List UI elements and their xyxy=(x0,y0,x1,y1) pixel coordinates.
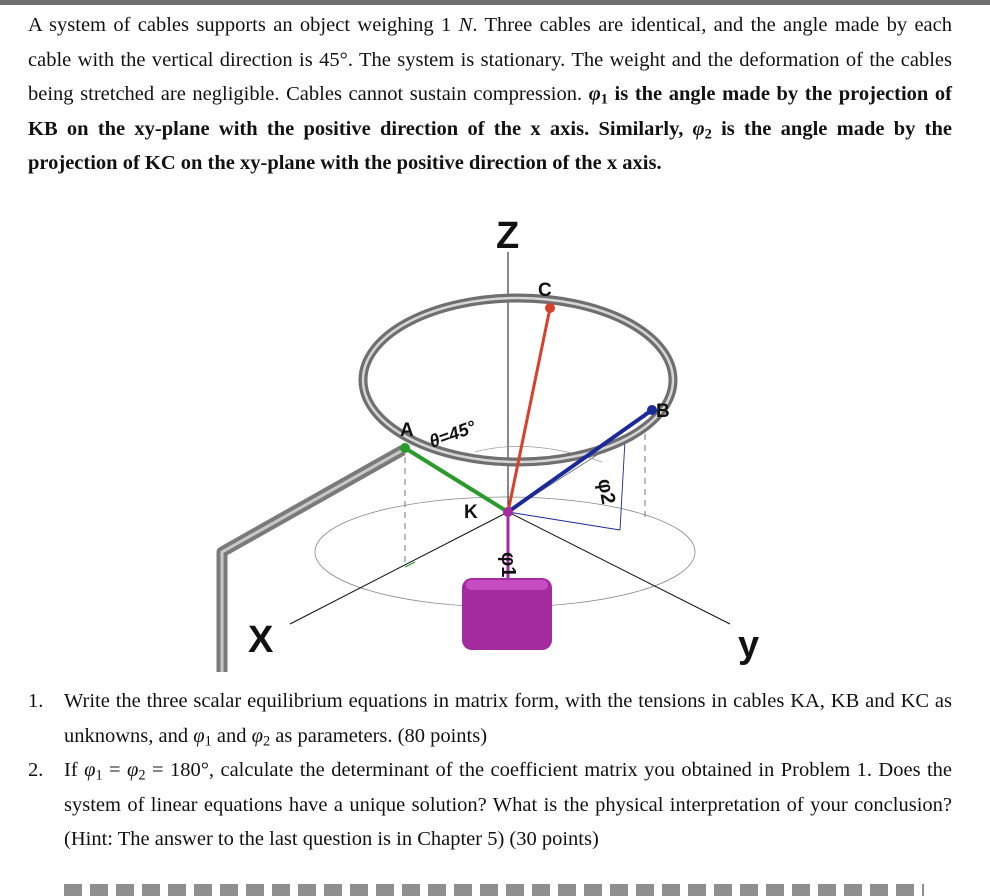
cable-system-figure xyxy=(200,212,790,682)
axis-z-label: Z xyxy=(496,215,520,257)
phi2-subscript: 2 xyxy=(138,767,146,784)
axis-y-label: y xyxy=(738,624,760,666)
axis-x-label: X xyxy=(248,619,274,661)
question-1-text-a: Write the three scalar equilibrium equations in matrix form, with the tensions in cables KA, KB and KC as unknowns, and xyxy=(64,690,952,747)
problem-statement xyxy=(28,8,952,181)
question-number: 2. xyxy=(28,759,44,782)
question-2-text-b: = 180°, calculate the determinant of the coefficient matrix you obtained in Problem 1. Does the system of linear equations have a unique solution? What is the physical interpretation of your conclusion? (Hint: The answer to the last question is in Chapter 5) (30 points) xyxy=(64,759,953,851)
truncated-next-line xyxy=(28,884,952,896)
node-a xyxy=(400,443,410,453)
phi1-definition: $\varphi_1$ is the angle made by the projection of KB on the xy-plane with the positive direction of the x axis. Similarly, $\varphi_2$ is the angle made by the projection of KC on the xy-plane with the positive direction of the x axis. xyxy=(28,83,953,175)
question-number: 1. xyxy=(28,690,44,712)
question-2: 2. If $\varphi_1 = \varphi_2 = 180^\circ$, calculate the determinant of the coefficient matrix you obtained in Problem 1. Does the system of linear equations have a unique solution? What is the physical interpretation of your conclusion? (Hint: The answer to the last question is in Chapter 5) (30 points) xyxy=(28,753,952,857)
theta-label: θ=45° xyxy=(426,416,479,452)
phi1-subscript: 1 xyxy=(204,733,212,750)
question-list xyxy=(28,684,952,857)
weight-block-top xyxy=(466,580,548,590)
cable-kc xyxy=(508,308,550,512)
phi1-label: φ1 xyxy=(497,552,519,578)
question-1-text-c: as parameters. (80 points) xyxy=(275,724,488,747)
phi1-subscript: 1 xyxy=(95,767,103,784)
problem-text-1: A system of cables supports an object weighing 1 xyxy=(28,14,452,36)
point-a-label: A xyxy=(400,420,414,441)
phi2-label: φ2 xyxy=(593,477,620,506)
point-b-label: B xyxy=(656,401,670,422)
unit-newton: N xyxy=(458,14,473,36)
phi2-symbol: φ xyxy=(251,724,263,747)
node-k xyxy=(503,507,513,517)
phi1-symbol: φ xyxy=(193,724,205,747)
question-1-text-b: and xyxy=(216,724,247,747)
point-c-label: C xyxy=(538,280,552,301)
question-1 xyxy=(28,684,952,753)
node-c xyxy=(545,303,555,313)
top-rule xyxy=(0,0,990,5)
phi2-ray-up xyxy=(620,440,625,530)
question-2-text-a: If xyxy=(64,759,78,782)
phi2-symbol: φ xyxy=(127,759,139,782)
problem-text-2: . Three cables are identical, and the angle made by each cable with the vertical direction is 45°. The system is stationary. The weight and the deformation of the cables being stretched are negligible. Cables cannot sustain compression. xyxy=(28,14,952,106)
point-k-label: K xyxy=(464,502,478,523)
phi2-subscript: 2 xyxy=(262,733,271,750)
phi1-symbol: φ xyxy=(84,759,96,782)
